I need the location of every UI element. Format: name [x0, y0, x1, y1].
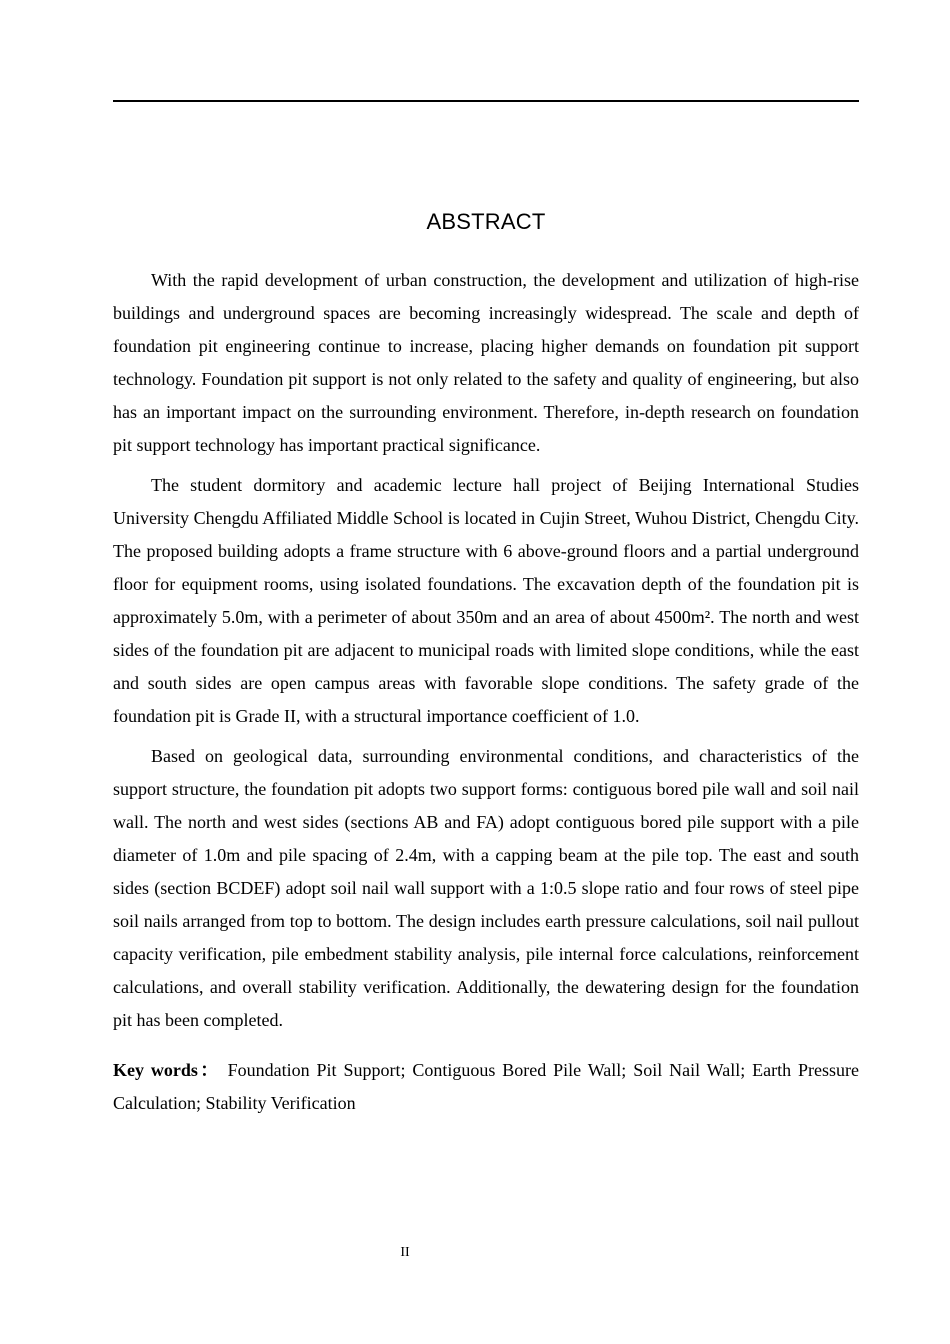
abstract-paragraph-2: The student dormitory and academic lecture hall project of Beijing International Studies University Chengdu Affiliated Middle School is located in Cujin Street, Wuhou District, Chengdu City. The proposed building adopts a frame structure with 6 above-ground floors and a partial underground floor for equipment rooms, using isolated foundations. The excavation depth of the foundation pit is approximately 5.0m, with a perimeter of about 350m and an area of about 4500m². The north and west sides of the foundation pit are adjacent to municipal roads with limited slope conditions, while the east and south sides are open campus areas with favorable slope conditions. The safety grade of the foundation pit is Grade II, with a structural importance coefficient of 1.0. — [113, 475, 859, 726]
keywords-text: Foundation Pit Support; Contiguous Bored Pile Wall; Soil Nail Wall; Earth Pressure Calculation; Stability Verification — [113, 1060, 859, 1113]
header-rule — [113, 100, 859, 102]
keywords-line — [113, 1054, 859, 1120]
abstract-title: ABSTRACT — [426, 209, 546, 234]
keywords-label: Key words： — [113, 1060, 221, 1080]
abstract-paragraph-3: Based on geological data, surrounding environmental conditions, and characteristics of the support structure, the foundation pit adopts two support forms: contiguous bored pile wall and soil nail wall. The north and west sides (sections AB and FA) adopt contiguous bored pile support with a pile diameter of 1.0m and pile spacing of 2.4m, with a capping beam at the pile top. The east and south sides (section BCDEF) adopt soil nail wall support with a 1:0.5 slope ratio and four rows of steel pipe soil nails arranged from top to bottom. The design includes earth pressure calculations, soil nail pullout capacity verification, pile embedment stability analysis, pile internal force calculations, reinforcement calculations, and overall stability verification. Additionally, the dewatering design for the foundation pit has been completed. — [113, 746, 859, 1030]
abstract-body — [113, 264, 859, 1120]
page-number: II — [400, 1245, 410, 1260]
abstract-paragraph-1: With the rapid development of urban construction, the development and utilization of high-rise buildings and underground spaces are becoming increasingly widespread. The scale and depth of foundation pit engineering continue to increase, placing higher demands on foundation pit support technology. Foundation pit support is not only related to the safety and quality of engineering, but also has an important impact on the surrounding environment. Therefore, in-depth research on foundation pit support technology has important practical significance. — [113, 270, 859, 455]
